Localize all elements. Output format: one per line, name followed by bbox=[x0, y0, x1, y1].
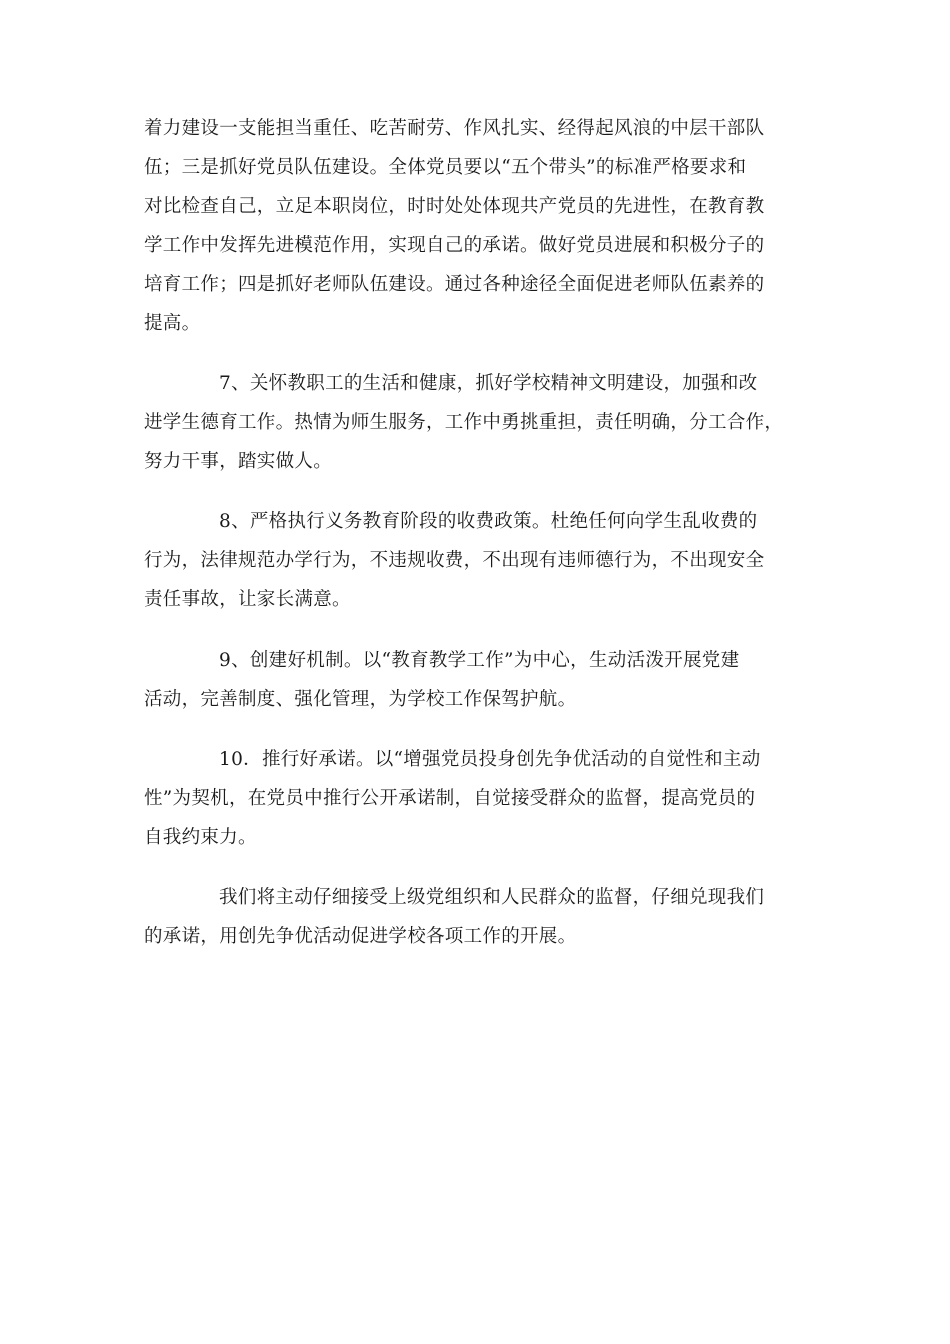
paragraph-1-line-5: 培育工作；四是抓好老师队伍建设。通过各种途径全面促进老师队伍素养的 bbox=[144, 274, 765, 295]
paragraph-1-line-2: 伍；三是抓好党员队伍建设。全体党员要以“五个带头”的标准严格要求和 bbox=[144, 157, 747, 178]
paragraph-9-line-2: 活动，完善制度、强化管理，为学校工作保驾护航。 bbox=[144, 689, 577, 710]
paragraph-1-line-3: 对比检查自己，立足本职岗位，时时处处体现共产党员的先进性，在教育教 bbox=[144, 196, 765, 217]
paragraph-7-line-2: 进学生德育工作。热情为师生服务，工作中勇挑重担，责任明确，分工合作， bbox=[144, 412, 784, 433]
paragraph-8-line-2: 行为，法律规范办学行为，不违规收费，不出现有违师德行为，不出现安全 bbox=[144, 550, 765, 571]
paragraph-10-line-2: 性”为契机，在党员中推行公开承诺制，自觉接受群众的监督，提高党员的 bbox=[144, 788, 756, 809]
paragraph-10-line-3: 自我约束力。 bbox=[144, 827, 257, 848]
paragraph-1-line-1: 着力建设一支能担当重任、吃苦耐劳、作风扎实、经得起风浪的中层干部队 bbox=[144, 118, 765, 139]
closing-paragraph-line-2: 的承诺，用创先争优活动促进学校各项工作的开展。 bbox=[144, 926, 577, 947]
paragraph-8-line-1: 8、严格执行义务教育阶段的收费政策。杜绝任何向学生乱收费的 bbox=[219, 511, 758, 532]
paragraph-9-line-1: 9、创建好机制。以“教育教学工作”为中心，生动活泼开展党建 bbox=[219, 650, 740, 671]
paragraph-1-line-4: 学工作中发挥先进模范作用，实现自己的承诺。做好党员进展和积极分子的 bbox=[144, 235, 765, 256]
paragraph-8-line-3: 责任事故，让家长满意。 bbox=[144, 589, 351, 610]
paragraph-10-line-1: 10．推行好承诺。以“增强党员投身创先争优活动的自觉性和主动 bbox=[219, 749, 761, 770]
closing-paragraph-line-1: 我们将主动仔细接受上级党组织和人民群众的监督，仔细兑现我们 bbox=[219, 887, 765, 908]
paragraph-7-line-3: 努力干事，踏实做人。 bbox=[144, 451, 333, 472]
paragraph-7-line-1: 7、关怀教职工的生活和健康，抓好学校精神文明建设，加强和改 bbox=[219, 373, 758, 394]
paragraph-1-line-6: 提高。 bbox=[144, 313, 201, 334]
